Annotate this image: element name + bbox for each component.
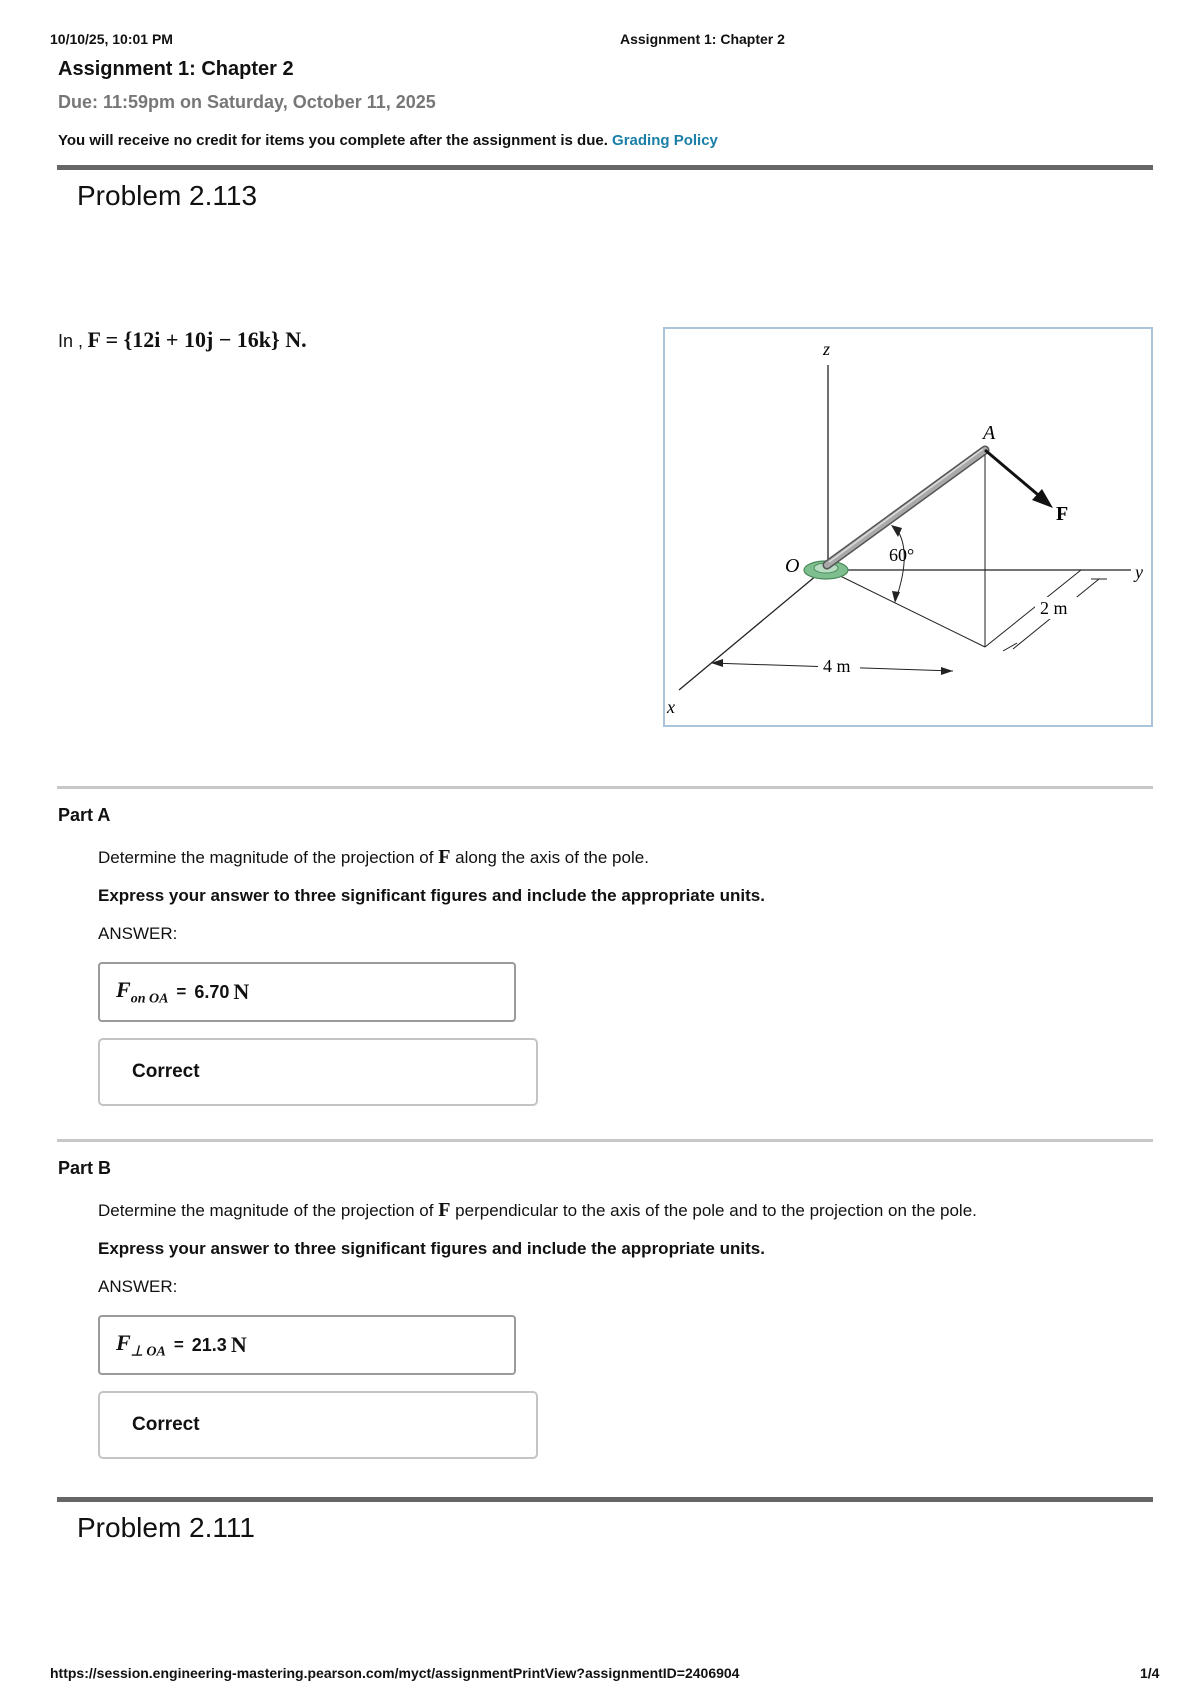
label-dim-2m: 2 m: [1040, 598, 1068, 618]
statement-prefix: In ,: [58, 331, 84, 351]
part-divider: [57, 786, 1153, 789]
part-b-prompt: [98, 1199, 977, 1222]
part-b-answer-box[interactable]: [98, 1315, 516, 1375]
page-number: 1/4: [1140, 1665, 1160, 1681]
part-a-prompt: [98, 846, 649, 869]
label-point-a: A: [983, 422, 996, 444]
part-a-result-box: [98, 1038, 538, 1106]
part-a-prompt-text-end: along the axis of the pole.: [455, 848, 649, 867]
part-b-answer-value: 21.3: [191, 1334, 227, 1355]
label-point-o: O: [785, 555, 800, 577]
problem-divider: [57, 165, 1153, 170]
part-b-prompt-text: Determine the magnitude of the projection of: [98, 1201, 434, 1220]
label-z-axis: z: [823, 339, 831, 359]
label-y-axis: y: [1135, 562, 1143, 582]
print-datetime: 10/10/25, 10:01 PM: [50, 31, 173, 47]
part-b-answer-unit: N: [230, 1332, 247, 1357]
print-title: Assignment 1: Chapter 2: [620, 31, 785, 47]
part-b-title: Part B: [58, 1158, 112, 1178]
footer-url: https://session.engineering-mastering.pearson.com/myct/assignmentPrintView?assignmentID=2406904: [50, 1665, 740, 1681]
part-b-equals: =: [173, 1335, 184, 1354]
pole-figure: [663, 327, 1153, 727]
part-a-answer-variable: $F_{on OA}$: [116, 976, 169, 1007]
part-a-answer-box[interactable]: [98, 962, 516, 1022]
late-notice: [58, 132, 718, 149]
label-force: F: [1056, 503, 1069, 525]
part-a-prompt-text: Determine the magnitude of the projection of: [98, 848, 434, 867]
part-b-prompt-text-end: perpendicular to the axis of the pole and to the projection on the pole.: [455, 1201, 977, 1220]
part-a-answer-value: 6.70: [194, 981, 230, 1002]
part-a-answer-label: ANSWER:: [98, 924, 178, 943]
due-date: Due: 11:59pm on Saturday, October 11, 2025: [58, 92, 436, 112]
label-x-axis: x: [667, 697, 675, 717]
part-a-instruction: Express your answer to three significant figures and include the appropriate units.: [98, 886, 765, 905]
part-b-result-box: [98, 1391, 538, 1459]
part-b-instruction: Express your answer to three significant figures and include the appropriate units.: [98, 1239, 765, 1258]
part-b-prompt-symbol: F: [438, 1199, 451, 1221]
grading-policy-link[interactable]: Grading Policy: [612, 132, 718, 149]
part-a-title: Part A: [58, 805, 111, 825]
part-a-prompt-symbol: F: [438, 846, 451, 868]
part-b-answer-variable: $F_{\perp OA}$: [116, 1329, 166, 1360]
part-a-equals: =: [176, 982, 187, 1001]
problem-title: Problem 2.113: [77, 180, 258, 211]
part-b-result: Correct: [132, 1414, 200, 1435]
problem-title: Problem 2.111: [77, 1512, 255, 1543]
problem-divider: [57, 1497, 1153, 1502]
part-a-result: Correct: [132, 1061, 200, 1082]
part-a-answer-unit: N: [233, 979, 250, 1004]
label-dim-4m: 4 m: [823, 656, 851, 676]
assignment-title: Assignment 1: Chapter 2: [58, 58, 294, 80]
part-b-answer-label: ANSWER:: [98, 1277, 178, 1296]
figure-border: [664, 328, 1152, 726]
part-divider: [57, 1139, 1153, 1142]
late-notice-text: You will receive no credit for items you complete after the assignment is due.: [58, 132, 608, 149]
problem-statement: [58, 327, 307, 353]
force-equation: F = {12i + 10j − 16k} N.: [87, 327, 307, 352]
label-angle: 60°: [889, 545, 915, 565]
